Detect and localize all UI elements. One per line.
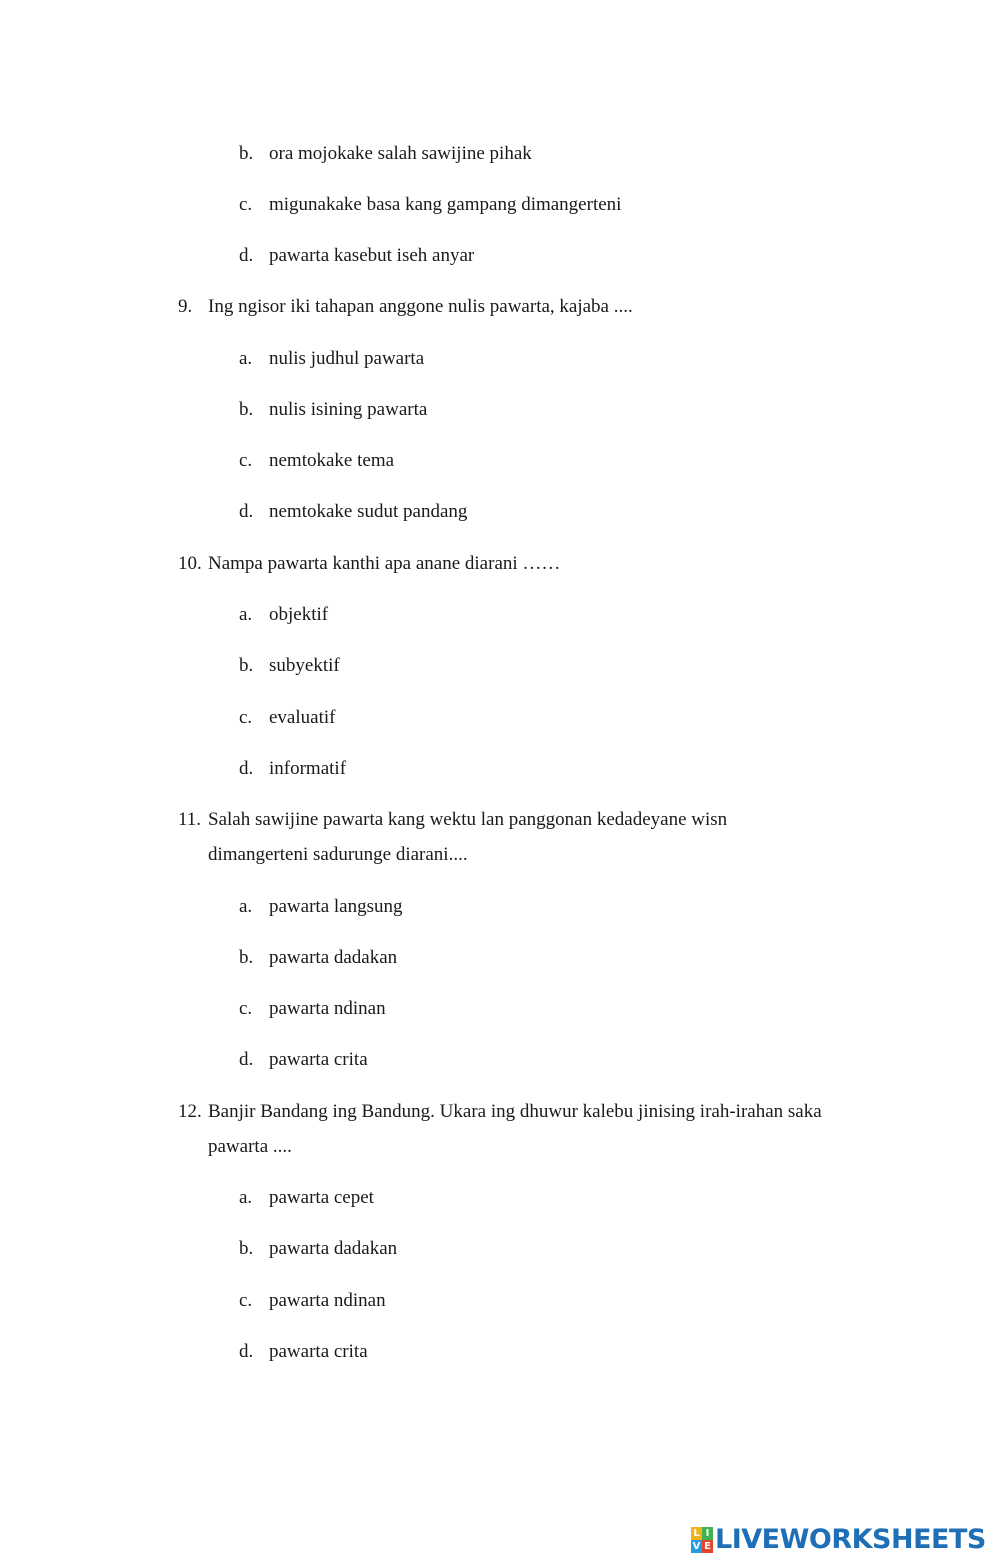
question-text: dimangerteni sadurunge diarani....	[208, 844, 468, 865]
logo-text: LIVEWORKSHEETS	[715, 1524, 986, 1555]
option-text: pawarta dadakan	[269, 1238, 398, 1259]
logo-mark-letter: L	[691, 1527, 702, 1540]
option-letter: a.	[239, 896, 253, 917]
option-letter: c.	[239, 707, 253, 728]
option-letter: a.	[239, 1187, 253, 1208]
option-letter: b.	[239, 947, 254, 968]
liveworksheets-logo	[691, 1525, 986, 1555]
option-letter: b.	[239, 399, 254, 420]
option-letter: b.	[239, 655, 254, 676]
question-number: 9.	[178, 296, 193, 317]
option-text: nulis judhul pawarta	[269, 348, 425, 369]
question-text: Nampa pawarta kanthi apa anane diarani ……	[208, 553, 561, 574]
option-text: nulis isining pawarta	[269, 399, 428, 420]
logo-mark-letter: I	[702, 1527, 713, 1540]
option-text: pawarta dadakan	[269, 947, 398, 968]
logo-mark-letter: V	[692, 1541, 701, 1552]
option-text: pawarta ndinan	[269, 1290, 386, 1311]
option-text: pawarta crita	[269, 1049, 368, 1070]
logo-mark-letter: E	[702, 1540, 713, 1553]
option-text: pawarta crita	[269, 1341, 368, 1362]
option-text: pawarta kasebut iseh anyar	[269, 245, 475, 266]
option-letter: d.	[239, 1049, 254, 1070]
question-text: Salah sawijine pawarta kang wektu lan panggonan kedadeyane wisn	[208, 809, 728, 830]
option-text: pawarta langsung	[269, 896, 403, 917]
option-text: nemtokake sudut pandang	[269, 501, 468, 522]
option-letter: d.	[239, 245, 254, 266]
question-number: 10.	[178, 553, 202, 574]
logo-mark-icon	[691, 1527, 713, 1553]
option-letter: d.	[239, 758, 254, 779]
option-text: ora mojokake salah sawijine pihak	[269, 143, 532, 164]
option-text: migunakake basa kang gampang dimangerteni	[269, 194, 622, 215]
option-letter: c.	[239, 1290, 253, 1311]
option-text: pawarta ndinan	[269, 998, 386, 1019]
option-text: informatif	[269, 758, 347, 779]
option-text: evaluatif	[269, 707, 336, 728]
option-letter: a.	[239, 348, 253, 369]
option-letter: d.	[239, 501, 254, 522]
option-letter: b.	[239, 1238, 254, 1259]
question-text: Banjir Bandang ing Bandung. Ukara ing dhuwur kalebu jinising irah-irahan saka	[208, 1101, 822, 1122]
question-text: pawarta ....	[208, 1136, 292, 1157]
option-letter: a.	[239, 604, 253, 625]
option-text: pawarta cepet	[269, 1187, 374, 1208]
option-letter: c.	[239, 450, 253, 471]
option-letter: c.	[239, 998, 253, 1019]
question-text: Ing ngisor iki tahapan anggone nulis pawarta, kajaba ....	[208, 296, 633, 317]
option-text: nemtokake tema	[269, 450, 395, 471]
option-text: subyektif	[269, 655, 340, 676]
option-letter: b.	[239, 143, 254, 164]
question-number: 12.	[178, 1101, 202, 1122]
question-number: 11.	[178, 809, 202, 830]
option-text: objektif	[269, 604, 329, 625]
option-letter: d.	[239, 1341, 254, 1362]
option-letter: c.	[239, 194, 253, 215]
